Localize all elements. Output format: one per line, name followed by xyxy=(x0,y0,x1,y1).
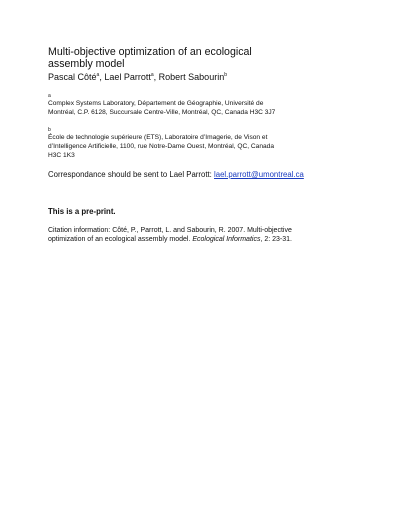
author-list xyxy=(48,70,348,83)
paper-title xyxy=(48,46,348,70)
preprint-notice: This is a pre-print. xyxy=(48,207,116,216)
author-1: Pascal Côté xyxy=(48,72,97,82)
citation-journal: Ecological Informatics xyxy=(192,236,261,243)
correspondence-text: Correspondance should be sent to Lael Parrott: xyxy=(48,170,215,179)
correspondence xyxy=(48,170,348,180)
author-1-affiliation-mark: a xyxy=(96,72,100,78)
author-2-affiliation-mark: a xyxy=(150,72,154,78)
citation-line-1: Citation information: Côté, P., Parrott, L. and Sabourin, R. 2007. Multi-objective xyxy=(48,227,292,234)
affiliation-a xyxy=(48,99,348,117)
author-separator: , xyxy=(99,72,105,82)
front-matter xyxy=(48,46,348,244)
affiliation-b-line-1: École de technologie supérieure (ETS), Laboratoire d’Imagerie, de Vison et xyxy=(48,134,268,141)
affiliation-a-mark: a xyxy=(48,93,51,99)
affiliation-b-mark: b xyxy=(48,127,51,133)
title-line-2: assembly model xyxy=(48,58,125,70)
author-2: Lael Parrott xyxy=(104,72,151,82)
author-3-affiliation-mark: b xyxy=(224,72,227,78)
author-3: Robert Sabourin xyxy=(158,72,225,82)
affiliation-a-line-1: Complex Systems Laboratory, Département de Géographie, Université de xyxy=(48,100,264,107)
citation-line-2: optimization of an ecological assembly model. xyxy=(48,236,193,243)
author-separator: , xyxy=(153,72,159,82)
title-line-1: Multi-objective optimization of an ecological xyxy=(48,46,252,58)
affiliation-b-line-3: H3C 1K3 xyxy=(48,152,75,159)
citation-info xyxy=(48,226,348,244)
affiliation-b-line-2: d’Intelligence Artificielle, 1100, rue Notre-Dame Ouest, Montréal, QC, Canada xyxy=(48,143,275,150)
affiliation-b xyxy=(48,133,348,160)
citation-volume-pages: , 2: 23-31. xyxy=(260,236,292,243)
affiliation-a-line-2: Montréal, C.P. 6128, Succursale Centre-Ville, Montréal, QC, Canada H3C 3J7 xyxy=(48,109,276,116)
correspondence-email-link[interactable]: lael.parrott@umontreal.ca xyxy=(214,170,304,179)
